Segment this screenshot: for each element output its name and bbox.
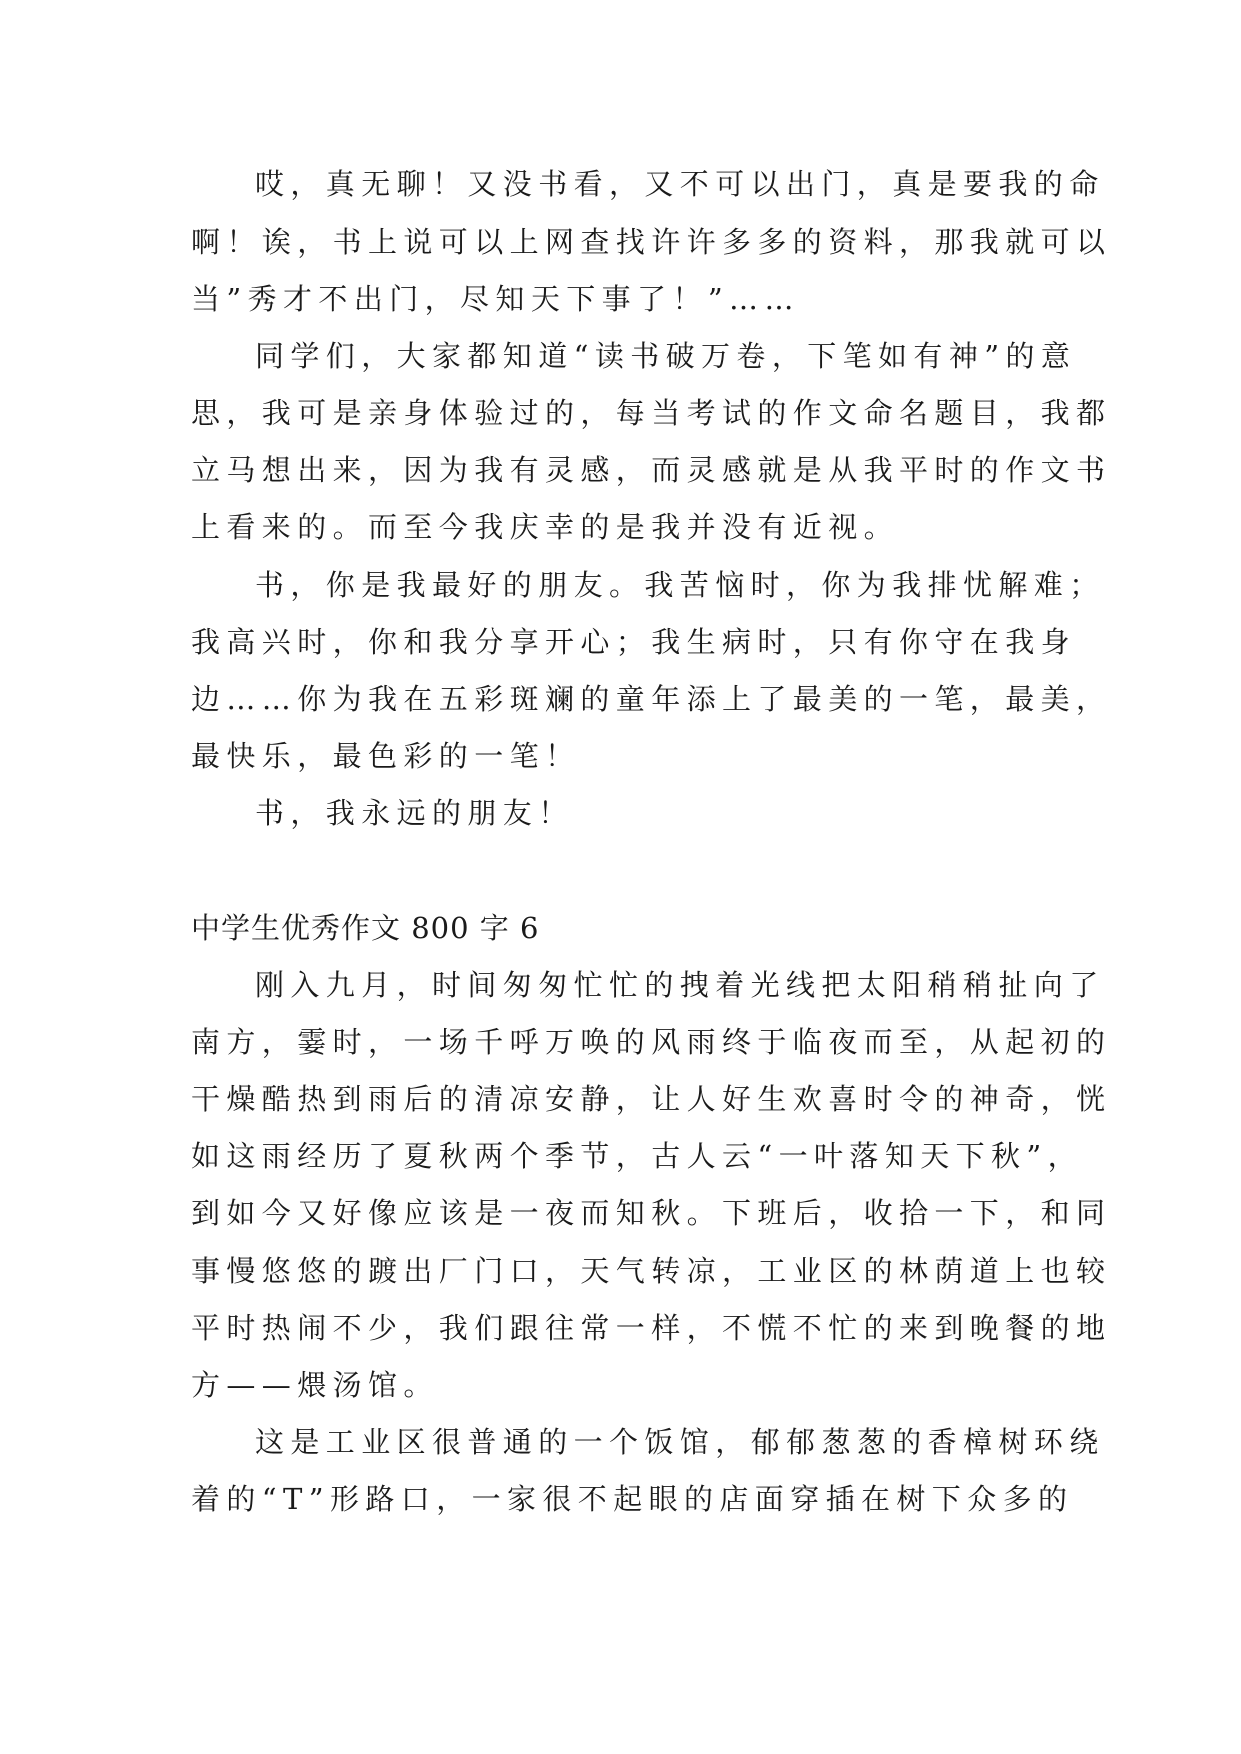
paragraph-line: 书，你是我最好的朋友。我苦恼时，你为我排忧解难； xyxy=(255,568,1105,602)
paragraph-line: 如这雨经历了夏秋两个季节，古人云“一叶落知天下秋”， xyxy=(191,1139,1084,1173)
paragraph-line: 书，我永远的朋友！ xyxy=(255,796,574,830)
paragraph-line: 上看来的。而至今我庆幸的是我并没有近视。 xyxy=(191,510,900,544)
paragraph-line: 同学们，大家都知道“读书破万卷，下笔如有神”的意 xyxy=(255,339,1077,373)
paragraph-line: 到如今又好像应该是一夜而知秋。下班后，收拾一下，和同 xyxy=(191,1196,1112,1230)
paragraph-line: 事慢悠悠的踱出厂门口，天气转凉，工业区的林荫道上也较 xyxy=(191,1254,1112,1288)
paragraph-line: 南方，霎时，一场千呼万唤的风雨终于临夜而至，从起初的 xyxy=(191,1025,1112,1059)
paragraph-line: 干燥酷热到雨后的清凉安静，让人好生欢喜时令的神奇，恍 xyxy=(191,1082,1112,1116)
paragraph-line: 边……你为我在五彩斑斓的童年添上了最美的一笔，最美， xyxy=(191,682,1112,716)
paragraph-line: 着的“T”形路口，一家很不起眼的店面穿插在树下众多的 xyxy=(191,1482,1074,1516)
paragraph-line: 思，我可是亲身体验过的，每当考试的作文命名题目，我都 xyxy=(191,396,1112,430)
paragraph-line: 这是工业区很普通的一个饭馆，郁郁葱葱的香樟树环绕 xyxy=(255,1425,1105,1459)
paragraph-line: 方——煨汤馆。 xyxy=(191,1368,439,1402)
paragraph-line: 啊！诶，书上说可以上网查找许许多多的资料，那我就可以 xyxy=(191,225,1112,259)
paragraph-line: 刚入九月，时间匆匆忙忙的拽着光线把太阳稍稍扯向了 xyxy=(255,968,1105,1002)
section-heading: 中学生优秀作文 800 字 6 xyxy=(191,911,540,945)
paragraph-line: 当”秀才不出门，尽知天下事了！”…… xyxy=(191,282,800,316)
paragraph-line: 立马想出来，因为我有灵感，而灵感就是从我平时的作文书 xyxy=(191,453,1112,487)
paragraph-line: 最快乐，最色彩的一笔！ xyxy=(191,739,581,773)
paragraph-line: 哎，真无聊！又没书看，又不可以出门，真是要我的命 xyxy=(255,167,1105,201)
paragraph-line: 我高兴时，你和我分享开心；我生病时，只有你守在我身 xyxy=(191,625,1077,659)
paragraph-line: 平时热闹不少，我们跟往常一样，不慌不忙的来到晚餐的地 xyxy=(191,1311,1112,1345)
